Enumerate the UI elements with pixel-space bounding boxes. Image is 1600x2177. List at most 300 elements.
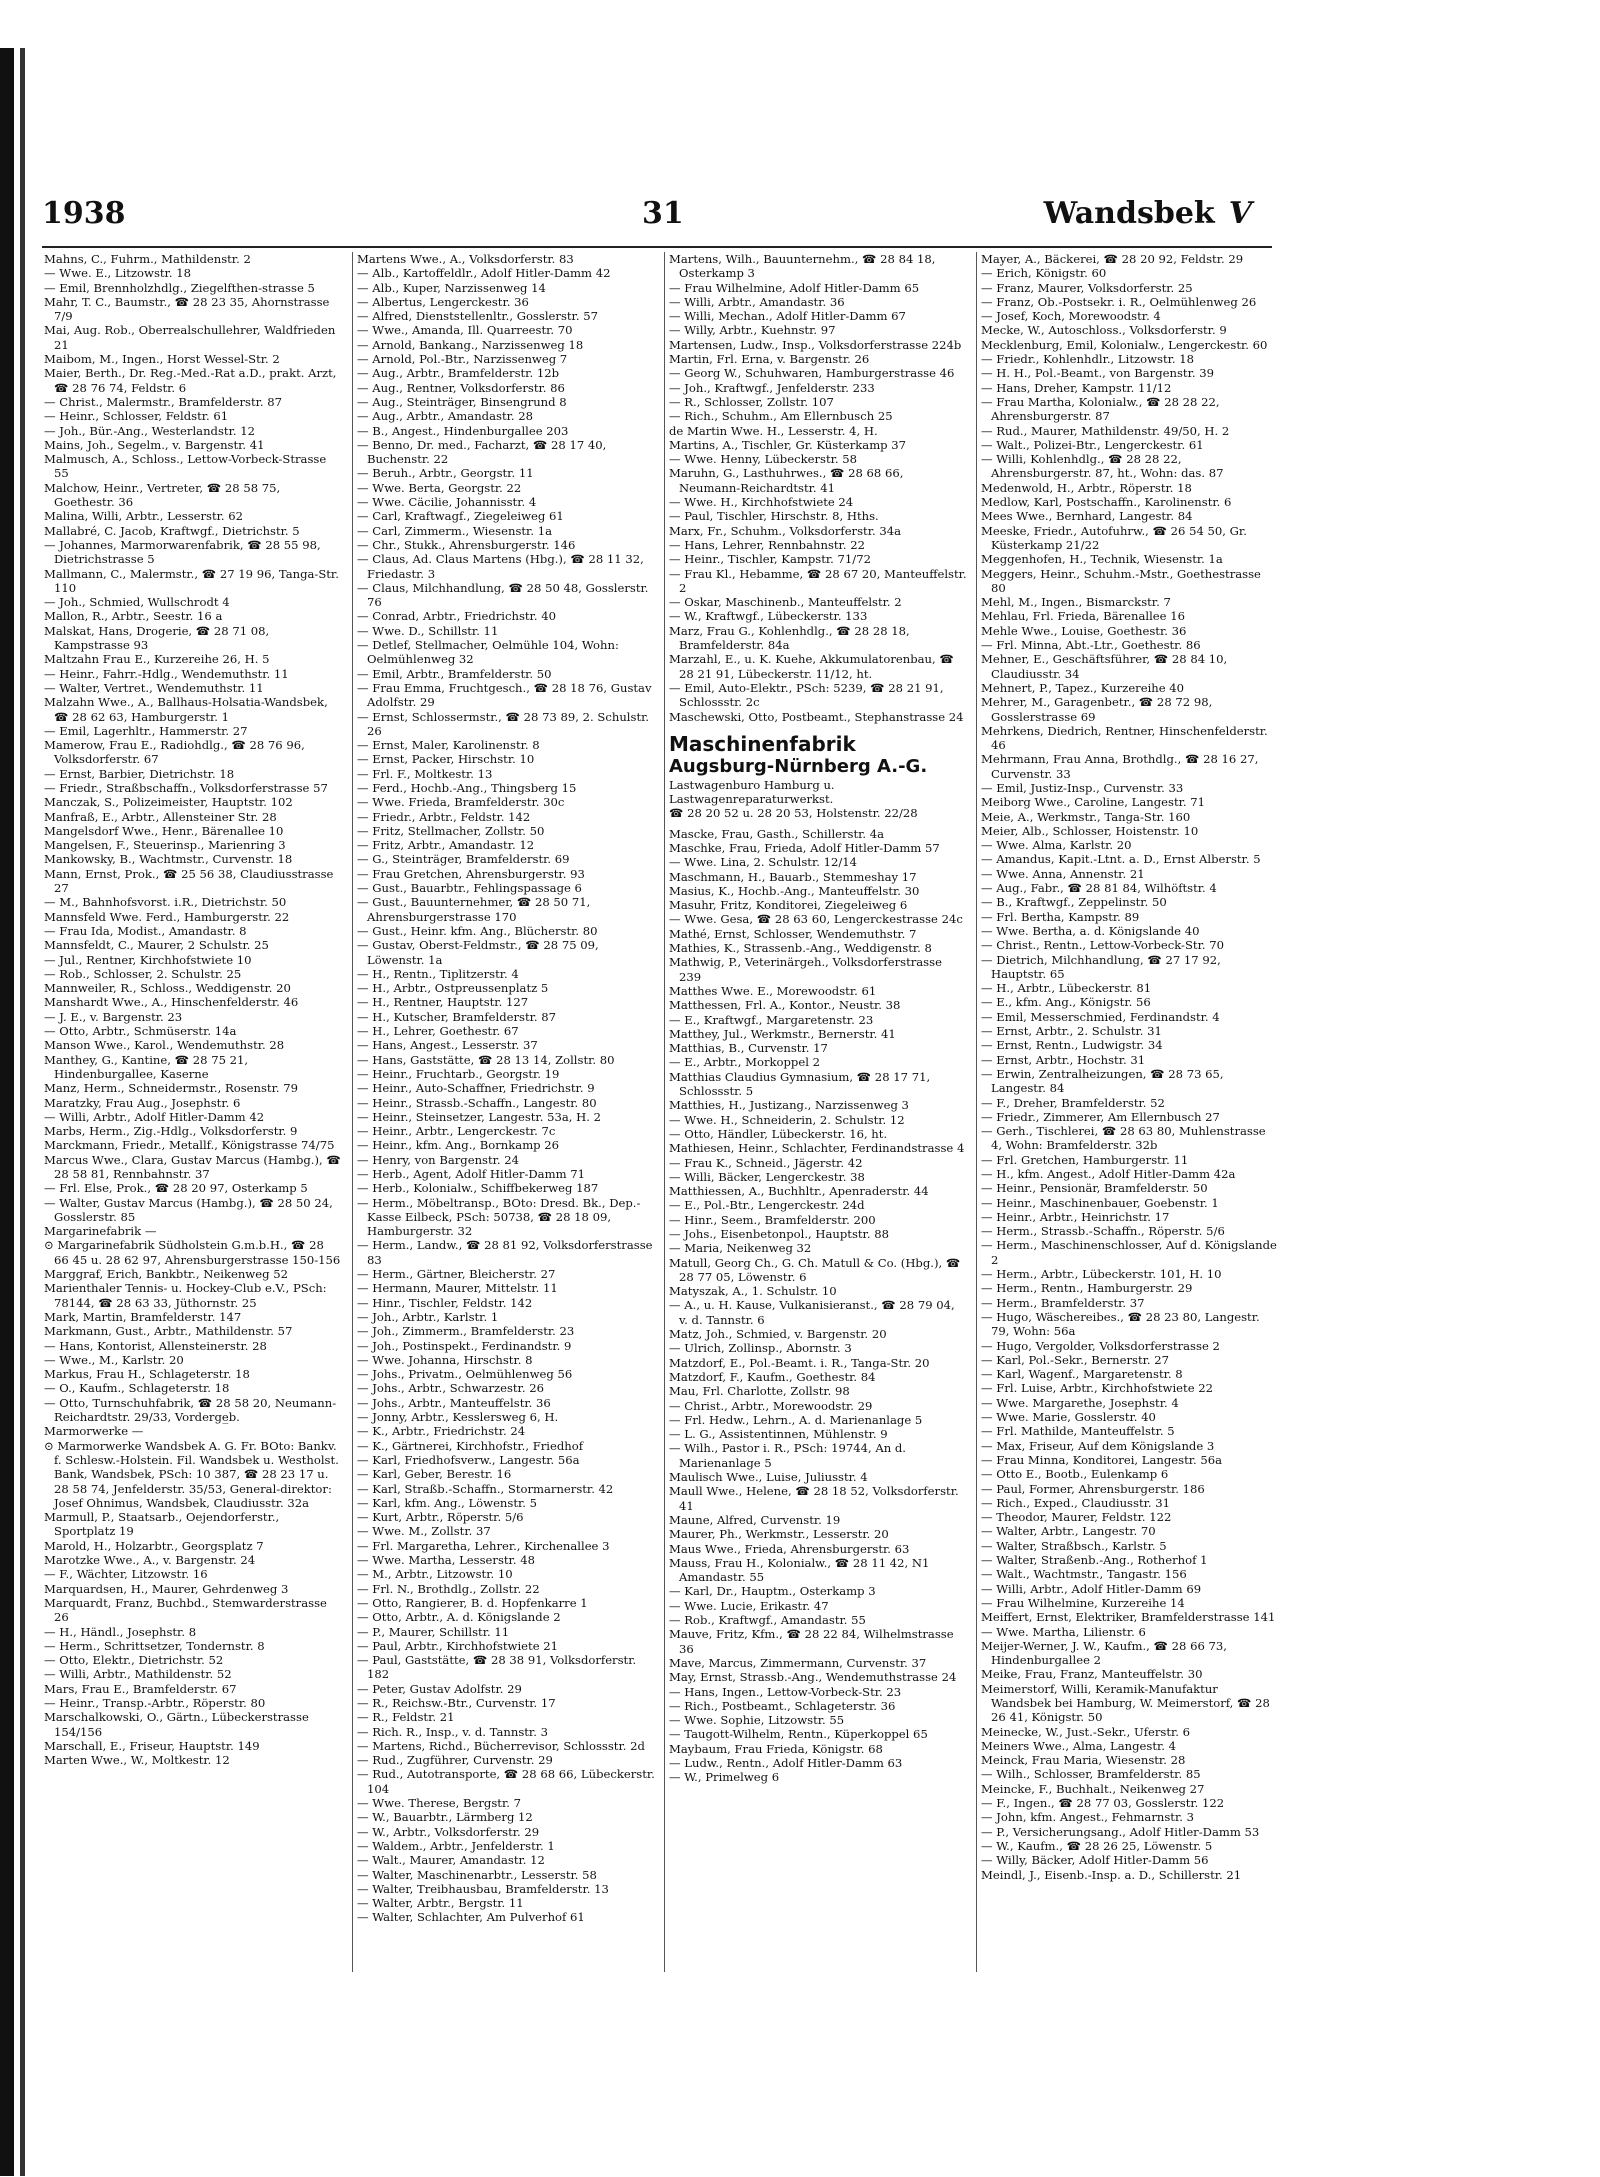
directory-entry: — Martens, Richd., Bücherrevisor, Schlossstr. 2d [357,1738,645,1753]
directory-entry: — Willi, Kohlenhdlg., ☎ 28 28 22, Ahrensburgerstr. 87, ht., Wohn: das. 87 [981,452,1224,481]
directory-entry: — Wwe. E., Litzowstr. 18 [44,266,191,281]
directory-entry: Mann, Ernst, Prok., ☎ 25 56 38, Claudiusstrasse 27 [44,866,334,896]
directory-entry: Meiffert, Ernst, Elektriker, Bramfelderstrasse 141 [981,1610,1276,1625]
directory-entry: — Johs., Arbtr., Manteuffelstr. 36 [357,1395,551,1410]
directory-entry: — Emil, Auto-Elektr., PSch: 5239, ☎ 28 21 91, Schlossstr. 2c [669,680,944,710]
directory-entry: — Heinr., kfm. Ang., Bornkamp 26 [357,1138,560,1153]
directory-entry: — P., Maurer, Schillstr. 11 [357,1624,510,1639]
page-title [1044,196,1252,231]
directory-entry: — Herm., Arbtr., Lübeckerstr. 101, H. 10 [981,1267,1222,1282]
directory-entry: — Joh., Kraftwgf., Jenfelderstr. 233 [669,380,875,395]
directory-entry: — Heinr., Tischler, Kampstr. 71/72 [669,552,871,567]
directory-entry: — Otto, Rangierer, B. d. Hopfenkarre 1 [357,1595,588,1610]
directory-entry: — W., Kraftwgf., Lübeckerstr. 133 [669,609,868,624]
directory-entry: — Wwe. Lucie, Erikastr. 47 [669,1598,829,1613]
directory-entry: Maybaum, Frau Frieda, Königstr. 68 [669,1741,883,1756]
directory-entry: Mallabré, C. Jacob, Kraftwgf., Dietrichstr. 5 [44,523,300,538]
directory-entry: — B., Angest., Hindenburgallee 203 [357,423,569,438]
directory-entry: — Rich. R., Insp., v. d. Tannstr. 3 [357,1724,548,1739]
directory-entry: — Frau Wilhelmine, Kurzereihe 14 [981,1595,1185,1610]
directory-entry: — Frl. Gretchen, Hamburgerstr. 11 [981,1152,1189,1167]
directory-entry: — Maria, Neikenweg 32 [669,1241,812,1256]
directory-entry: — Gustav, Oberst-Feldmstr., ☎ 28 75 09, Löwenstr. 1a [357,938,599,967]
directory-entry: Manz, Herm., Schneidermstr., Rosenstr. 79 [44,1081,298,1096]
directory-entry: — Theodor, Maurer, Feldstr. 122 [981,1510,1172,1525]
directory-entry: — Rich., Postbeamt., Schlageterstr. 36 [669,1698,896,1713]
directory-entry: — R., Reichsw.-Btr., Curvenstr. 17 [357,1695,556,1710]
directory-entry: — Herm., Bramfelderstr. 37 [981,1295,1145,1310]
directory-entry: Mehnert, P., Tapez., Kurzereihe 40 [981,680,1185,695]
directory-entry: Mai, Aug. Rob., Oberrealschullehrer, Waldfrieden 21 [44,323,336,352]
directory-entry: Marz, Frau G., Kohlenhdlg., ☎ 28 28 18, Bramfelderstr. 84a [669,623,910,653]
directory-entry: — K., Arbtr., Friedrichstr. 24 [357,1424,526,1439]
directory-entry: — Erwin, Zentralheizungen, ☎ 28 73 65, Langestr. 84 [981,1066,1224,1096]
directory-entry: — Hinr., Seem., Bramfelderstr. 200 [669,1212,876,1227]
directory-entry: — Heinr., Pensionär, Bramfelderstr. 50 [981,1181,1208,1196]
directory-entry: — G., Steinträger, Bramfelderstr. 69 [357,852,570,867]
page-year: 1938 [42,196,126,231]
directory-entry: Marmull, P., Staatsarb., Oejendorferstr., Sportplatz 19 [44,1510,280,1539]
directory-entry: — Christ., Arbtr., Morewoodstr. 29 [669,1398,873,1413]
directory-entry: Manczak, S., Polizeimeister, Hauptstr. 102 [44,795,293,810]
directory-entry: — Gust., Bauunternehmer, ☎ 28 50 71, Ahrensburgerstrasse 170 [357,895,591,924]
directory-entry: ⊙ Marmorwerke Wandsbek A. G. Fr. BOto: Bankv. f. Schlesw.-Holstein. Fil. Wandsbek u. Westholst. Bank, Wandsbek, PSch: 10 387, ☎ 28 23 17 u. 28 58 74, Jenfelderstr. 35/53, General-direktor: Josef Ohnimus, Wandsbek, Claudiusstr. 32a [44,1438,339,1510]
directory-entry: — Hans, Kontorist, Allensteinerstr. 28 [44,1338,267,1353]
directory-entry: Medenwold, H., Arbtr., Röperstr. 18 [981,480,1192,495]
directory-entry: Meggenhofen, H., Technik, Wiesenstr. 1a [981,552,1223,567]
directory-entry: — Carl, Zimmerm., Wiesenstr. 1a [357,523,552,538]
directory-entry: — Paul, Gaststätte, ☎ 28 38 91, Volksdorferstr. 182 [357,1653,637,1682]
directory-entry: — Albertus, Lengerckestr. 36 [357,294,529,309]
directory-entry: Matthiessen, A., Buchhltr., Apenraderstr. 44 [669,1184,929,1199]
directory-entry: — Heinr., Strassb.-Schaffn., Langestr. 80 [357,1095,597,1110]
directory-entry: Meiborg Wwe., Caroline, Langestr. 71 [981,795,1206,810]
directory-entry: Mehl, M., Ingen., Bismarckstr. 7 [981,595,1171,610]
directory-entry: Mangelsdorf Wwe., Henr., Bärenallee 10 [44,823,284,838]
directory-entry: — Christ., Rentn., Lettow-Vorbeck-Str. 70 [981,938,1224,953]
directory-entry: Meie, A., Werkmstr., Tanga-Str. 160 [981,809,1191,824]
directory-entry: — Jonny, Arbtr., Kesslersweg 6, H. [357,1410,559,1425]
directory-entry: — Heinr., Auto-Schaffner, Friedrichstr. 9 [357,1081,595,1096]
directory-entry: — Walter, Vertret., Wendemuthstr. 11 [44,680,264,695]
directory-entry: — Hans, Lehrer, Rennbahnstr. 22 [669,537,865,552]
scan-binding-shadow [20,48,25,2176]
directory-entry: — Wwe. Berta, Georgstr. 22 [357,480,522,495]
directory-entry: Martens, Wilh., Bauunternehm., ☎ 28 84 18, Osterkamp 3 [669,252,936,281]
directory-entry: — Emil, Messerschmied, Ferdinandstr. 4 [981,1009,1220,1024]
directory-entry: — J. E., v. Bargenstr. 23 [44,1009,183,1024]
directory-entry: Marotzke Wwe., A., v. Bargenstr. 24 [44,1553,256,1568]
directory-entry: Maus Wwe., Frieda, Ahrensburgerstr. 63 [669,1541,910,1556]
directory-entry: — Herb., Kolonialw., Schiffbekerweg 187 [357,1181,599,1196]
directory-entry: Maurer, Ph., Werkmstr., Lesserstr. 20 [669,1527,889,1542]
directory-entry: — Detlef, Stellmacher, Oelmühle 104, Wohn: Oelmühlenweg 32 [357,638,619,667]
directory-entry: — Frl. F., Moltkestr. 13 [357,766,493,781]
directory-entry: Meike, Frau, Franz, Manteuffelstr. 30 [981,1667,1203,1682]
directory-entry: — Ludw., Rentn., Adolf Hitler-Damm 63 [669,1755,903,1770]
directory-entry: — Johs., Privatm., Oelmühlenweg 56 [357,1367,573,1382]
directory-entry: Mahr, T. C., Baumstr., ☎ 28 23 35, Ahornstrasse 7/9 [44,294,330,324]
directory-entry: Mecke, W., Autoschloss., Volksdorferstr. 9 [981,323,1227,338]
directory-entry: — Aug., Fabr., ☎ 28 81 84, Wilhöftstr. 4 [981,881,1217,896]
directory-entry: — Paul, Tischler, Hirschstr. 8, Hths. [669,509,879,524]
directory-entry: — Ferd., Hochb.-Ang., Thingsberg 15 [357,780,577,795]
directory-entry: — Gust., Bauarbtr., Fehlingspassage 6 [357,881,582,896]
directory-entry: Mathies, K., Strassenb.-Ang., Weddigenstr. 8 [669,941,932,956]
directory-entry: — Josef, Koch, Morewoodstr. 4 [981,309,1161,324]
directory-entry: — H., Arbtr., Lübeckerstr. 81 [981,981,1152,996]
directory-entry: Matull, Georg Ch., G. Ch. Matull & Co. (Hbg.), ☎ 28 77 05, Löwenstr. 6 [669,1255,961,1284]
directory-entry: — Heinr., Transp.-Arbtr., Röperstr. 80 [44,1695,266,1710]
directory-entry: Matthessen, Frl. A., Kontor., Neustr. 38 [669,998,901,1013]
ad-line-3: ☎ 28 20 52 u. 28 20 53, Holstenstr. 22/28 [669,806,918,821]
directory-entry: Mark, Martin, Bramfelderstr. 147 [44,1309,242,1324]
directory-entry: — Walter, Straßbsch., Karlstr. 5 [981,1538,1167,1553]
directory-entry: — Heinr., Steinsetzer, Langestr. 53a, H. 2 [357,1109,601,1124]
directory-entry: — Walter, Schlachter, Am Pulverhof 61 [357,1910,585,1925]
directory-entry: Matthes Wwe. E., Morewoodstr. 61 [669,983,877,998]
directory-entry: — Herb., Agent, Adolf Hitler-Damm 71 [357,1167,586,1181]
directory-entry: — Otto, Händler, Lübeckerstr. 16, ht. [669,1126,888,1141]
directory-entry: — Alb., Kartoffeldlr., Adolf Hitler-Damm 42 [357,266,611,281]
directory-entry: — Heinr., Arbtr., Heinrichstr. 17 [981,1209,1170,1224]
directory-entry: — Wwe., M., Karlstr. 20 [44,1352,184,1367]
directory-entry: — W., Arbtr., Volksdorferstr. 29 [357,1824,540,1839]
column-1 [44,252,342,1972]
directory-entry: Mehrkens, Diedrich, Rentner, Hinschenfelderstr. 46 [981,723,1268,753]
directory-entry: Mehle Wwe., Louise, Goethestr. 36 [981,623,1187,638]
directory-entry: Meggers, Heinr., Schuhm.-Mstr., Goethestrasse 80 [981,566,1261,595]
directory-entry: Maibom, M., Ingen., Horst Wessel-Str. 2 [44,352,280,367]
directory-entry: — Beruh., Arbtr., Georgstr. 11 [357,466,534,481]
directory-entry: — Willy, Bäcker, Adolf Hitler-Damm 56 [981,1853,1209,1868]
directory-entry: — Wilh., Schlosser, Bramfelderstr. 85 [981,1767,1201,1782]
directory-entry: — Wwe. Martha, Lilienstr. 6 [981,1624,1146,1639]
directory-entry: — Frau Martha, Kolonialw., ☎ 28 28 22, Ahrensburgerstr. 87 [981,394,1220,424]
directory-entry: — Walter, Gustav Marcus (Hambg.), ☎ 28 50 24, Gosslerstr. 85 [44,1195,333,1224]
directory-entry: — Heinr., Maschinenbauer, Goebenstr. 1 [981,1195,1219,1210]
directory-entry: Mees Wwe., Bernhard, Langestr. 84 [981,509,1193,524]
directory-entry: — Wwe. Marie, Gosslerstr. 40 [981,1410,1156,1425]
directory-entry: — Walt., Maurer, Amandastr. 12 [357,1853,545,1868]
directory-entry: — W., Bauarbtr., Lärmberg 12 [357,1810,533,1825]
directory-entry: Marckmann, Friedr., Metallf., Königstrasse 74/75 [44,1138,335,1153]
directory-entry: — Oskar, Maschinenb., Manteuffelstr. 2 [669,595,902,610]
directory-entry: — Karl, Geber, Berestr. 16 [357,1467,512,1482]
directory-entry: — Erich, Königstr. 60 [981,266,1107,281]
directory-entry: de Martin Wwe. H., Lesserstr. 4, H. [669,423,878,438]
directory-entry: — Aug., Steinträger, Binsengrund 8 [357,394,567,409]
directory-entry: — Taugott-Wilhelm, Rentn., Küperkoppel 65 [669,1727,928,1742]
directory-entry: — Walt., Wachtmstr., Tangastr. 156 [981,1567,1187,1582]
directory-entry: — Karl, kfm. Ang., Löwenstr. 5 [357,1495,538,1510]
directory-entry: — Willi, Bäcker, Lengerckestr. 38 [669,1169,865,1184]
directory-entry: — Herm., Landw., ☎ 28 81 92, Volksdorferstrasse 83 [357,1238,653,1267]
directory-entry: Maschewski, Otto, Postbeamt., Stephanstrasse 24 [669,709,964,724]
directory-entry: — Wwe. Bertha, a. d. Königslande 40 [981,923,1200,938]
directory-entry: — Hans, Gaststätte, ☎ 28 13 14, Zollstr. 80 [357,1052,615,1067]
directory-entry: — Heinr., Schlosser, Feldstr. 61 [44,409,229,424]
directory-entry: — Hans, Angest., Lesserstr. 37 [357,1038,538,1053]
page-number: 31 [642,196,684,231]
directory-entry: — Wwe. Therese, Bergstr. 7 [357,1796,521,1811]
directory-entry: — M., Bahnhofsvorst. i.R., Dietrichstr. 50 [44,895,287,910]
directory-entry: May, Ernst, Strassb.-Ang., Wendemuthstrasse 24 [669,1670,957,1685]
directory-entry: — Conrad, Arbtr., Friedrichstr. 40 [357,609,556,624]
directory-entry: Matthey, Jul., Werkmstr., Bernerstr. 41 [669,1026,896,1041]
directory-entry: — Dietrich, Milchhandlung, ☎ 27 17 92, Hauptstr. 65 [981,952,1221,981]
directory-entry: — Willi, Arbtr., Adolf Hitler-Damm 69 [981,1581,1202,1596]
column-3 [664,252,967,1972]
directory-entry: — Herm., Gärtner, Bleicherstr. 27 [357,1267,556,1282]
directory-entry: Manthey, G., Kantine, ☎ 28 75 21, Hindenburgallee, Kaserne [44,1052,249,1081]
directory-entry: — Frl. Mathilde, Manteuffelstr. 5 [981,1424,1175,1439]
directory-entry: — Walter, Arbtr., Langestr. 70 [981,1524,1156,1539]
directory-entry: Meijer-Werner, J. W., Kaufm., ☎ 28 66 73, Hindenburgallee 2 [981,1638,1227,1668]
directory-entry: — Joh., Schmied, Wullschrodt 4 [44,595,230,610]
directory-entry: — Rud., Zugführer, Curvenstr. 29 [357,1753,553,1768]
directory-entry: — Emil, Justiz-Insp., Curvenstr. 33 [981,780,1184,795]
directory-entry: — Walter, Arbtr., Bergstr. 11 [357,1896,524,1911]
directory-entry: — Joh., Bür.-Ang., Westerlandstr. 12 [44,423,255,438]
directory-entry: — Emil, Lagerhltr., Hammerstr. 27 [44,723,248,738]
directory-entry: — Joh., Arbtr., Karlstr. 1 [357,1309,499,1324]
directory-entry: — Heinr., Fruchtarb., Georgstr. 19 [357,1066,560,1081]
directory-entry: — Ernst, Maler, Karolinenstr. 8 [357,738,540,753]
directory-entry: — Hugo, Wäschereibes., ☎ 28 23 80, Langestr. 79, Wohn: 56a [981,1309,1260,1339]
directory-entry: Martin, Frl. Erna, v. Bargenstr. 26 [669,352,870,367]
directory-entry: — Karl, Wagenf., Margaretenstr. 8 [981,1367,1183,1382]
directory-entry: Maier, Berth., Dr. Reg.-Med.-Rat a.D., prakt. Arzt, ☎ 28 76 74, Feldstr. 6 [44,366,337,395]
directory-entry: — W., Kaufm., ☎ 28 26 25, Löwenstr. 5 [981,1838,1213,1853]
directory-entry: Mamerow, Frau E., Radiohdlg., ☎ 28 76 96, Volksdorferstr. 67 [44,738,305,767]
directory-entry: — Aug., Rentner, Volksdorferstr. 86 [357,380,565,395]
directory-entry: Matthias, B., Curvenstr. 17 [669,1041,828,1056]
directory-entry: Matthias Claudius Gymnasium, ☎ 28 17 71, Schlossstr. 5 [669,1069,931,1099]
directory-entry: — Wwe. Frieda, Bramfelderstr. 30c [357,795,565,810]
directory-entry: — Arnold, Bankang., Narzissenweg 18 [357,337,584,352]
directory-entry: — Joh., Zimmerm., Bramfelderstr. 23 [357,1324,575,1339]
directory-entry: — Walt., Polizei-Btr., Lengerckestr. 61 [981,437,1204,452]
directory-entry: Mascke, Frau, Gasth., Schillerstr. 4a [669,826,885,841]
directory-entry: Markmann, Gust., Arbtr., Mathildenstr. 57 [44,1324,293,1339]
directory-entry: Marten Wwe., W., Moltkestr. 12 [44,1753,230,1768]
directory-entry: Mars, Frau E., Bramfelderstr. 67 [44,1681,237,1696]
directory-entry: Mahns, C., Fuhrm., Mathildenstr. 2 [44,252,251,266]
directory-entry: — John, kfm. Angest., Fehmarnstr. 3 [981,1810,1194,1825]
directory-entry: Mave, Marcus, Zimmermann, Curvenstr. 37 [669,1655,927,1670]
directory-entry: — Karl, Friedhofsverw., Langestr. 56a [357,1452,580,1467]
directory-entry: Matzdorf, F., Kaufm., Goethestr. 84 [669,1369,876,1384]
directory-entry: — Peter, Gustav Adolfstr. 29 [357,1681,522,1696]
directory-entry: — Frau K., Schneid., Jägerstr. 42 [669,1155,863,1170]
advertisement [669,732,967,821]
directory-entry: Mannsfeld Wwe. Ferd., Hamburgerstr. 22 [44,909,290,924]
directory-entry: — Johannes, Marmorwarenfabrik, ☎ 28 55 98, Dietrichstrasse 5 [44,537,321,567]
directory-entry: — Waldem., Arbtr., Jenfelderstr. 1 [357,1838,555,1853]
ad-title: Maschinenfabrik [669,731,856,756]
directory-entry: — H., Händl., Josephstr. 8 [44,1624,197,1639]
directory-entry: — Friedr., Kohlenhdlr., Litzowstr. 18 [981,352,1195,367]
directory-entry: — Herm., Schrittsetzer, Tondernstr. 8 [44,1638,265,1653]
directory-entry: — Willi, Arbtr., Adolf Hitler-Damm 42 [44,1109,265,1124]
directory-entry: Mathé, Ernst, Schlosser, Wendemuthstr. 7 [669,926,917,941]
directory-entry: — Wwe. M., Zollstr. 37 [357,1524,491,1539]
directory-entry: — Christ., Malermstr., Bramfelderstr. 87 [44,394,283,409]
directory-entry: — E., kfm. Ang., Königstr. 56 [981,995,1151,1010]
directory-entry: — Kurt, Arbtr., Röperstr. 5/6 [357,1510,524,1525]
directory-entry: — Hermann, Maurer, Mittelstr. 11 [357,1281,558,1296]
directory-entry: — Karl, Pol.-Sekr., Bernerstr. 27 [981,1352,1170,1367]
directory-entry: — Ernst, Packer, Hirschstr. 10 [357,752,535,767]
directory-entry: Meincke, F., Buchhalt., Neikenweg 27 [981,1781,1205,1796]
directory-entry: — Ernst, Rentn., Ludwigstr. 34 [981,1038,1163,1053]
directory-entry: Mathiesen, Heinr., Schlachter, Ferdinandstrasse 4 [669,1141,965,1156]
directory-entry: Mallmann, C., Malermstr., ☎ 27 19 96, Tanga-Str. 110 [44,566,339,595]
ad-line-1: Lastwagenburo Hamburg u. [669,777,835,792]
directory-entry: — Fritz, Stellmacher, Zollstr. 50 [357,823,545,838]
directory-entry: — Karl, Dr., Hauptm., Osterkamp 3 [669,1584,876,1599]
directory-entry: — E., Arbtr., Morkoppel 2 [669,1055,820,1070]
directory-entry: Marggraf, Erich, Bankbtr., Neikenweg 52 [44,1267,288,1282]
directory-entry: — Rob., Schlosser, 2. Schulstr. 25 [44,966,242,981]
directory-entry: Masuhr, Fritz, Konditorei, Ziegeleiweg 6 [669,898,908,913]
directory-entry: — Georg W., Schuhwaren, Hamburgerstrasse 46 [669,366,955,381]
directory-entry: Mallon, R., Arbtr., Seestr. 16 a [44,609,223,624]
directory-entry: — Wwe. Sophie, Litzowstr. 55 [669,1713,845,1728]
directory-entry: — Herm., Strassb.-Schaffn., Röperstr. 5/6 [981,1224,1225,1239]
directory-entry: — Johs., Arbtr., Schwarzestr. 26 [357,1381,544,1396]
directory-entry: — B., Kraftwgf., Zeppelinstr. 50 [981,895,1167,910]
directory-entry: — Frl. Else, Prok., ☎ 28 20 97, Osterkamp 5 [44,1181,308,1196]
directory-entry: — Fritz, Arbtr., Amandastr. 12 [357,838,535,853]
directory-entry: — Otto, Arbtr., Schmüserstr. 14a [44,1024,237,1039]
directory-entry: Maulisch Wwe., Luise, Juliusstr. 4 [669,1470,868,1485]
directory-entry: — Willi, Arbtr., Mathildenstr. 52 [44,1667,232,1682]
directory-entry: Malskat, Hans, Drogerie, ☎ 28 71 08, Kampstrasse 93 [44,623,270,653]
directory-entry: Matz, Joh., Schmied, v. Bargenstr. 20 [669,1327,887,1342]
directory-entry: — Ernst, Schlossermstr., ☎ 28 73 89, 2. Schulstr. 26 [357,709,650,738]
directory-entry: — Wwe. Lina, 2. Schulstr. 12/14 [669,855,857,870]
page-section: V [1228,196,1252,231]
directory-entry: Mehrmann, Frau Anna, Brothdlg., ☎ 28 16 27, Curvenstr. 33 [981,752,1259,781]
directory-entry: — Walter, Treibhausbau, Bramfelderstr. 13 [357,1881,609,1896]
directory-entry: Mauss, Frau H., Kolonialw., ☎ 28 11 42, N1 Amandastr. 55 [669,1555,930,1585]
directory-entry: — Rud., Autotransporte, ☎ 28 68 66, Lübeckerstr. 104 [357,1767,655,1796]
directory-entry: — Wwe. Alma, Karlstr. 20 [981,838,1132,853]
directory-entry: — E., Kraftwgf., Margaretenstr. 23 [669,1012,874,1027]
directory-columns [42,252,1277,1972]
column-2 [352,252,655,1972]
directory-entry: Meiners Wwe., Alma, Langestr. 4 [981,1738,1177,1753]
directory-entry: Maune, Alfred, Curvenstr. 19 [669,1512,841,1527]
directory-entry: — Benno, Dr. med., Facharzt, ☎ 28 17 40, Buchenstr. 22 [357,437,607,467]
directory-entry: Mehrer, M., Garagenbetr., ☎ 28 72 98, Gosslerstrasse 69 [981,695,1213,724]
directory-page [42,196,1277,1976]
directory-entry: Manson Wwe., Karol., Wendemuthstr. 28 [44,1038,285,1053]
directory-entry: ⊙ Margarinefabrik Südholstein G.m.b.H., ☎ 28 66 45 u. 28 62 97, Ahrensburgerstrasse 150-156 [44,1238,341,1267]
directory-entry: — H., Rentner, Hauptstr. 127 [357,995,529,1010]
directory-entry: — E., Pol.-Btr., Lengerckestr. 24d [669,1198,865,1213]
directory-entry: — Willy, Arbtr., Kuehnstr. 97 [669,323,836,338]
directory-entry: — Alfred, Dienststellenltr., Gosslerstr. 57 [357,309,598,324]
directory-entry: — Wwe. Henny, Lübeckerstr. 58 [669,452,858,467]
directory-entry: — M., Arbtr., Litzowstr. 10 [357,1567,513,1582]
directory-entry: — Frl. Hedw., Lehrn., A. d. Marienanlage 5 [669,1412,923,1427]
directory-entry: Meier, Alb., Schlosser, Hoistenstr. 10 [981,823,1199,838]
column-4 [976,252,1279,1972]
directory-entry: — Aug., Arbtr., Amandastr. 28 [357,409,533,424]
directory-entry: Malzahn Wwe., A., Ballhaus-Holsatia-Wandsbek, ☎ 28 62 63, Hamburgerstr. 1 [44,695,328,724]
directory-entry: Maratzky, Frau Aug., Josephstr. 6 [44,1095,241,1110]
directory-entry: — R., Schlosser, Zollstr. 107 [669,394,834,409]
directory-entry: — Ernst, Barbier, Dietrichstr. 18 [44,766,235,781]
directory-entry: — L. G., Assistentinnen, Mühlenstr. 9 [669,1427,888,1442]
directory-entry: — H., Lehrer, Goethestr. 67 [357,1024,519,1039]
directory-entry: — Franz, Maurer, Volksdorferstr. 25 [981,280,1193,295]
directory-entry: Mathwig, P., Veterinärgeh., Volksdorferstrasse 239 [669,955,942,984]
directory-entry: — Wwe. H., Kirchhofstwiete 24 [669,495,854,510]
directory-entry: — Wwe. Johanna, Hirschstr. 8 [357,1352,533,1367]
directory-entry: Martensen, Ludw., Insp., Volksdorferstrasse 224b [669,337,962,352]
directory-entry: — Heinr., Arbtr., Lengerckestr. 7c [357,1124,556,1139]
directory-entry: — R., Feldstr. 21 [357,1710,455,1725]
directory-entry: — Emil, Brennholzhdlg., Ziegelfthen-strasse 5 [44,280,315,295]
directory-entry: Matzdorf, E., Pol.-Beamt. i. R., Tanga-Str. 20 [669,1355,930,1370]
directory-entry: Martens Wwe., A., Volksdorferstr. 83 [357,252,574,266]
directory-entry: — Ernst, Arbtr., 2. Schulstr. 31 [981,1024,1162,1039]
directory-entry: — Rob., Kraftwgf., Amandastr. 55 [669,1613,866,1628]
directory-entry: Martins, A., Tischler, Gr. Küsterkamp 37 [669,437,907,452]
directory-entry: — O., Kaufm., Schlageterstr. 18 [44,1381,230,1396]
directory-entry: Marienthaler Tennis- u. Hockey-Club e.V., PSch: 78144, ☎ 28 63 33, Jüthornstr. 25 [44,1281,327,1310]
directory-entry: — Frl. Minna, Abt.-Ltr., Goethestr. 86 [981,638,1201,653]
ad-line-2: Lastwagenreparaturwerkst. [669,792,834,807]
directory-entry: — Otto, Turnschuhfabrik, ☎ 28 58 20, Neumann-Reichardtstr. 29/33, Vorderge̲b. [44,1395,337,1425]
directory-entry: — Wwe., Amanda, Ill. Quarreestr. 70 [357,323,573,338]
directory-entry: — Arnold, Pol.-Btr., Narzissenweg 7 [357,352,568,367]
directory-entry: Marmorwerke — [44,1424,144,1439]
directory-entry: — Alb., Kuper, Narzissenweg 14 [357,280,546,295]
directory-entry: — Aug., Arbtr., Bramfelderstr. 12b [357,366,559,381]
directory-entry: — Frau Wilhelmine, Adolf Hitler-Damm 65 [669,280,920,295]
directory-entry: Meimerstorf, Willi, Keramik-Manufaktur Wandsbek bei Hamburg, W. Meimerstorf, ☎ 28 26 41, Königstr. 50 [981,1681,1270,1725]
page-header [42,196,1272,248]
directory-entry: — Frau Minna, Konditorei, Langestr. 56a [981,1452,1223,1467]
directory-entry: — Heinr., Fahrr.-Hdlg., Wendemuthstr. 11 [44,666,289,681]
directory-entry: — Claus, Milchhandlung, ☎ 28 50 48, Gosslerstr. 76 [357,580,649,610]
directory-entry: Mehner, E., Geschäftsführer, ☎ 28 84 10, Claudiusstr. 34 [981,652,1228,681]
directory-entry: — Herm., Rentn., Hamburgerstr. 29 [981,1281,1193,1296]
directory-entry: Malina, Willi, Arbtr., Lesserstr. 62 [44,509,244,524]
directory-entry: Meindl, J., Eisenb.-Insp. a. D., Schillerstr. 21 [981,1867,1242,1882]
directory-entry: — Hans, Ingen., Lettow-Vorbeck-Str. 23 [669,1684,902,1699]
directory-entry: Mangelsen, F., Steuerinsp., Marienring 3 [44,838,286,853]
directory-entry: Marold, H., Holzarbtr., Georgsplatz 7 [44,1538,264,1553]
directory-entry: — Walter, Straßenb.-Ang., Rotherhof 1 [981,1553,1208,1568]
directory-entry: — Jul., Rentner, Kirchhofstwiete 10 [44,952,252,967]
directory-entry: — Gerh., Tischlerei, ☎ 28 63 80, Muhlenstrasse 4, Wohn: Bramfelderstr. 32b [981,1124,1266,1153]
directory-entry: Malchow, Heinr., Vertreter, ☎ 28 58 75, Goethestr. 36 [44,480,281,510]
directory-entry: — Paul, Former, Ahrensburgerstr. 186 [981,1481,1205,1496]
directory-entry: Meinecke, W., Just.-Sekr., Uferstr. 6 [981,1724,1191,1739]
directory-entry: Marbs, Herm., Zig.-Hdlg., Volksdorferstr. 9 [44,1124,298,1139]
directory-entry: — Chr., Stukk., Ahrensburgerstr. 146 [357,537,576,552]
scan-binding-edge [0,48,14,2176]
directory-entry: — H., Arbtr., Ostpreussenplatz 5 [357,981,549,996]
directory-entry: Marquardt, Franz, Buchbd., Stemwarderstrasse 26 [44,1595,327,1625]
directory-entry: — H., kfm. Angest., Adolf Hitler-Damm 42a [981,1167,1236,1181]
